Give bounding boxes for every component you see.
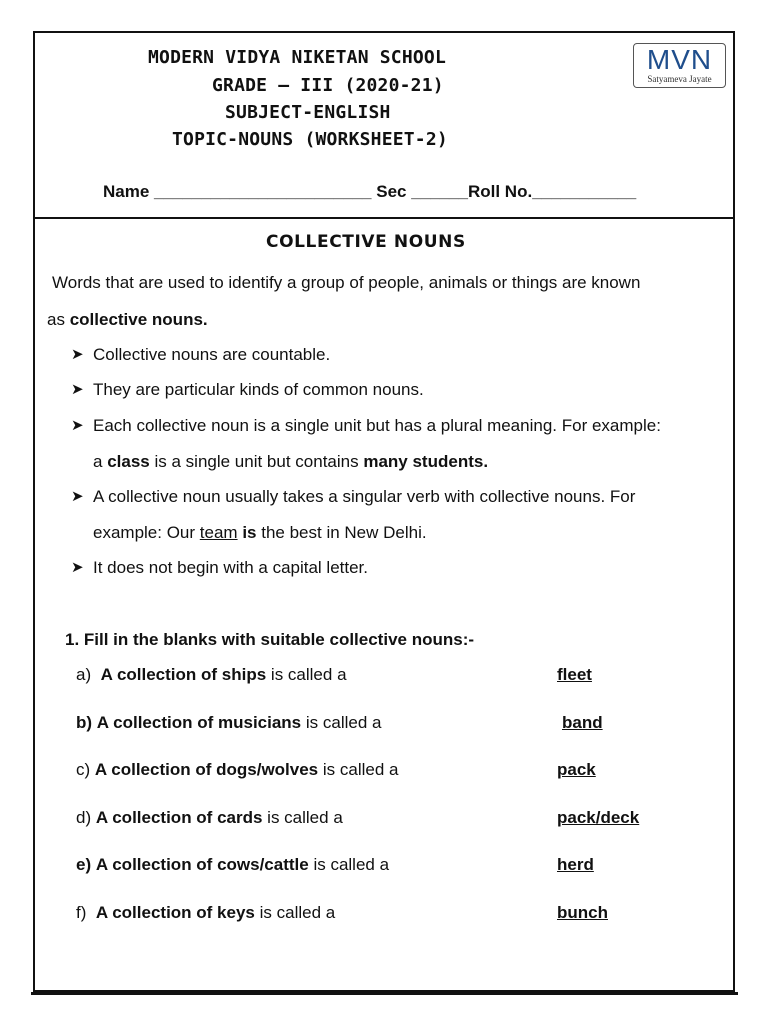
item-question: A collection of ships [100, 665, 267, 684]
item-label: c) [76, 760, 91, 779]
intro-prefix: as [47, 310, 65, 329]
item-answer: fleet [557, 665, 592, 684]
item-rest: is called a [259, 903, 336, 922]
bullet-3-mid: is a single unit but contains [154, 452, 359, 471]
exercise-item [76, 902, 335, 924]
bullet-5: It does not begin with a capital letter. [93, 558, 369, 577]
item-answer: herd [557, 855, 594, 874]
bullet-4-line-2 [93, 522, 427, 544]
worksheet-bottom-rule [31, 992, 738, 995]
exercise-item [76, 854, 389, 876]
item-label: a) [76, 665, 92, 684]
intro-line-1: Words that are used to identify a group of people, animals or things are known [52, 273, 641, 292]
item-answer: pack/deck [557, 808, 640, 827]
item-rest: is called a [313, 855, 390, 874]
section-title: COLLECTIVE NOUNS [266, 232, 466, 252]
arrow-bullet-icon: ➤ [71, 488, 84, 505]
exercise-title: 1. Fill in the blanks with suitable collective nouns:- [65, 630, 475, 649]
school-name: MODERN VIDYA NIKETAN SCHOOL [148, 47, 446, 68]
exercise-item [76, 664, 347, 686]
item-rest: is called a [322, 760, 399, 779]
exercise-item [76, 807, 343, 829]
header-divider [33, 217, 735, 219]
sec-blank: ______ [411, 182, 468, 201]
school-logo [633, 43, 726, 88]
logo-tagline: Satyameva Jayate [647, 74, 712, 84]
topic-line: TOPIC-NOUNS (WORKSHEET-2) [172, 129, 448, 150]
roll-blank: ___________ [532, 182, 637, 201]
bullet-2: They are particular kinds of common nouns. [93, 380, 424, 399]
bullet-3-article: a [93, 452, 103, 471]
item-rest: is called a [270, 665, 347, 684]
logo-mark: MVN [646, 44, 713, 75]
bullet-3-students: many students. [363, 452, 489, 471]
item-question: A collection of musicians [96, 713, 302, 732]
intro-line-2 [47, 309, 208, 331]
grade-line: GRADE – III (2020-21) [212, 75, 444, 96]
item-question: A collection of dogs/wolves [94, 760, 319, 779]
exercise-item [76, 712, 381, 734]
roll-label: Roll No. [467, 182, 533, 201]
arrow-bullet-icon: ➤ [71, 417, 84, 434]
name-label: Name [103, 182, 150, 201]
item-answer: bunch [557, 903, 608, 922]
worksheet-border [33, 31, 735, 992]
item-label: b) [76, 713, 93, 732]
bullet-4-line-1: A collective noun usually takes a singular verb with collective nouns. For [93, 487, 636, 506]
item-label: f) [76, 903, 87, 922]
name-blank: _______________________ [154, 182, 372, 201]
subject-line: SUBJECT-ENGLISH [225, 102, 391, 123]
item-question: A collection of cards [95, 808, 263, 827]
arrow-bullet-icon: ➤ [71, 346, 84, 363]
item-label: d) [76, 808, 92, 827]
arrow-bullet-icon: ➤ [71, 381, 84, 398]
item-answer: pack [557, 760, 596, 779]
intro-term: collective nouns. [69, 310, 208, 329]
bullet-3-line-2 [93, 451, 488, 473]
bullet-4-post: the best in New Delhi. [261, 523, 427, 542]
bullet-1: Collective nouns are countable. [93, 345, 331, 364]
bullet-3-line-1: Each collective noun is a single unit but has a plural meaning. For example: [93, 416, 661, 435]
bullet-4-pre: example: Our [93, 523, 196, 542]
item-label: e) [76, 855, 92, 874]
item-answer: band [562, 713, 603, 732]
item-rest: is called a [305, 713, 382, 732]
bullet-4-is: is [242, 523, 257, 542]
bullet-3-class: class [107, 452, 150, 471]
sec-label: Sec [376, 182, 407, 201]
arrow-bullet-icon: ➤ [71, 559, 84, 576]
item-question: A collection of keys [95, 903, 255, 922]
bullet-4-team: team [199, 523, 238, 542]
item-question: A collection of cows/cattle [95, 855, 309, 874]
item-rest: is called a [267, 808, 343, 827]
student-info-line [103, 181, 636, 203]
exercise-item [76, 759, 398, 781]
